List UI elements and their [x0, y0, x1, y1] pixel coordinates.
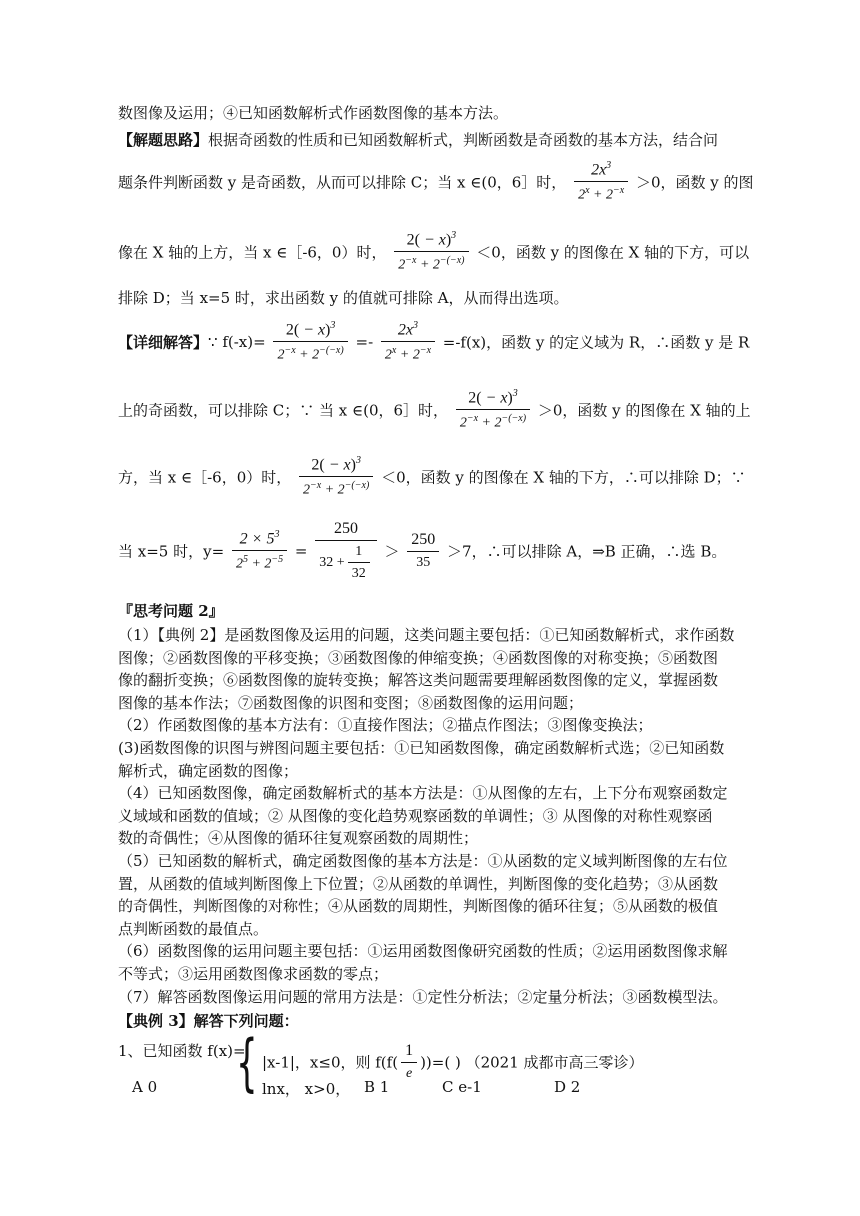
example3-q1: 1、已知函数 f(x)= [118, 1042, 246, 1060]
think2-line: 不等式；③运用函数图像求函数的零点； [118, 965, 389, 983]
fraction-pos-range: $\frac{2( - x)^3}{2^{-x} + 2^{-(-x)}}$ [456, 388, 530, 432]
example3-title: 【典例 3】解答下列问题： [118, 1012, 299, 1030]
detail-line-1: 【详细解答】∵ f(-x)= $\frac{2( - x)^3}{2^{-x} + 2^{-(-x)}}$ =- $\frac{2x^3}{2^x + 2^{-x}}$ =-f(x)，函数 y 的定义域为 R，∴函数 y 是 R [118, 320, 750, 363]
think2-line: 数的奇偶性；④从图像的循环往复观察函数的周期性； [118, 829, 479, 848]
fraction-250-35: $\frac{250}{35}$ [407, 531, 439, 571]
option-c: C e-1 [442, 1078, 482, 1096]
fraction-1-over-e: $\frac{1}{e}$ [401, 1042, 417, 1082]
think2-line: （2）作函数图像的基本方法有：①直接作图法；②描点作图法；③图像变换法； [118, 716, 653, 735]
thinking-line-4: 排除 D；当 x=5 时，求出函数 y 的值就可排除 A，从而得出选项。 [118, 289, 569, 307]
detail-line-4: 当 x=5 时，y= $\frac{2 \times 5^3}{2^5 + 2^{-5}}$ = 250 32 + $\frac{1}{32}$ ＞ $\frac{250}{35}$ ＞7，∴可以排除 A，⇒B 正确，∴选 B。 [118, 520, 727, 581]
fraction-2x3: $\frac{2x^3}{2^x + 2^{-x}}$ [574, 160, 628, 204]
piecewise-brace: { [236, 1026, 258, 1099]
think2-line: （4）已知函数图像，确定函数解析式的基本方法是：①从图像的左右，上下分布观察函数定 [118, 784, 728, 803]
thinking-line-1: 【解题思路】根据奇函数的性质和已知函数解析式，判断函数是奇函数的基本方法，结合问 [118, 131, 719, 149]
think2-line: 点判断函数的最值点。 [118, 919, 269, 938]
think2-line: 解析式，确定函数的图像； [118, 761, 299, 780]
thinking-label: 【解题思路】 [118, 131, 209, 149]
think2-line: 图像的基本作法；⑦函数图像的识图和变图；⑧函数图像的运用问题； [118, 693, 584, 712]
think2-line: 图像；②函数图像的平移变换；③函数图像的伸缩变换；④函数图像的对称变换；⑤函数图 [118, 648, 719, 667]
fraction-x5: $\frac{2 \times 5^3}{2^5 + 2^{-5}}$ [232, 529, 287, 573]
fraction-250-complex: 250 32 + $\frac{1}{32}$ [315, 520, 376, 582]
intro-line: 数图像及运用；④已知函数解析式作函数图像的基本方法。 [118, 104, 509, 122]
thinking-line-3: 像在 X 轴的上方，当 x ∈［-6，0）时， $\frac{2( - x)^3}{2^{-x} + 2^{-(-x)}}$ ＜0，函数 y 的图像在 X 轴的下方，可以 [118, 230, 750, 273]
think2-title: 『思考问题 2』 [118, 602, 224, 620]
thinking-line-2: 题条件判断函数 y 是奇函数，从而可以排除 C；当 x ∈(0，6］时， $\frac{2x^3}{2^x + 2^{-x}}$ ＞0，函数 y 的图 [118, 160, 754, 203]
fraction-neg-range: $\frac{2( - x)^3}{2^{-x} + 2^{-(-x)}}$ [299, 455, 373, 499]
option-b: B 1 [364, 1078, 390, 1096]
think2-line: 像的翻折变换；⑥函数图像的旋转变换；解答这类问题需要理解函数图像的定义，掌握函数 [118, 671, 719, 690]
detail-line-2: 上的奇函数，可以排除 C；∵ 当 x ∈(0，6］时， $\frac{2( - x)^3}{2^{-x} + 2^{-(-x)}}$ ＞0，函数 y 的图像在 X 轴的上 [118, 388, 751, 431]
option-a: A 0 [132, 1078, 158, 1096]
fraction-neg-x: $\frac{2( - x)^3}{2^{-x} + 2^{-(-x)}}$ [394, 230, 468, 274]
think2-line: （1）【典例 2】是函数图像及运用的问题，这类问题主要包括：①已知函数解析式，求作函数 [118, 626, 735, 644]
piecewise-case-2: lnx， x>0， [262, 1080, 351, 1098]
detail-label: 【详细解答】 [118, 333, 209, 352]
think2-line: (3)函数图像的识图与辨图问题主要包括：①已知函数图像，确定函数解析式选；②已知函数 [118, 739, 725, 757]
piecewise-case-1: |x-1|，x≤0，则 f(f( $\frac{1}{e}$ ))=( ) （2021 成都市高三零诊） [262, 1042, 644, 1081]
detail-line-3: 方，当 x ∈［-6，0）时， $\frac{2( - x)^3}{2^{-x} + 2^{-(-x)}}$ ＜0，函数 y 的图像在 X 轴的下方，∴可以排除 D；∵ [118, 455, 746, 498]
fraction-f-neg-x: $\frac{2( - x)^3}{2^{-x} + 2^{-(-x)}}$ [273, 320, 347, 364]
fraction-2x3-b: $\frac{2x^3}{2^x + 2^{-x}}$ [381, 320, 435, 364]
think2-line: 义域域和函数的值域；② 从图像的变化趋势观察函数的单调性；③ 从图像的对称性观察函 [118, 806, 713, 825]
think2-line: 置，从函数的值域判断图像上下位置；②从函数的单调性，判断图像的变化趋势；③从函数 [118, 874, 719, 893]
think2-line: （6）函数图像的运用问题主要包括：①运用函数图像研究函数的性质；②运用函数图像求解 [118, 942, 728, 961]
think2-line: （5）已知函数的解析式，确定函数图像的基本方法是：①从函数的定义域判断图像的左右位 [118, 852, 728, 870]
think2-line: 的奇偶性，判断图像的对称性；④从函数的周期性，判断图像的循环往复；⑤从函数的极值 [118, 897, 719, 916]
think2-line: （7）解答函数图像运用问题的常用方法是：①定性分析法；②定量分析法；③函数模型法。 [118, 987, 728, 1006]
option-d: D 2 [554, 1078, 581, 1096]
